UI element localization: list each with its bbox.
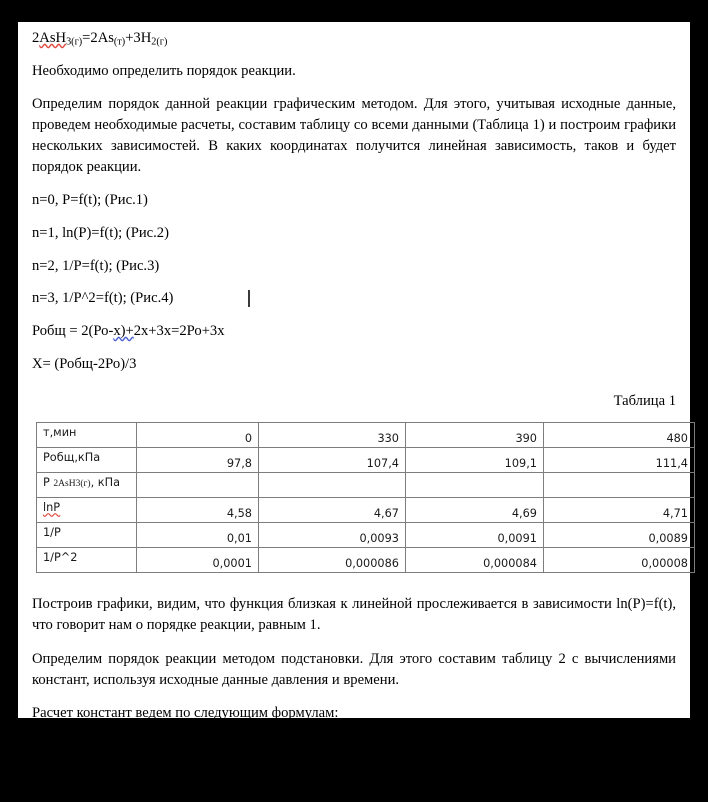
cell-lnp-1: 4,67 <box>259 498 406 523</box>
data-table-body <box>37 423 695 573</box>
cell-time-1: 330 <box>259 423 406 448</box>
cell-time-2: 390 <box>406 423 544 448</box>
row-label-pash3-tail: , кПа <box>90 476 120 490</box>
chemical-equation-line[interactable] <box>32 28 676 49</box>
constant-formula-n1-before: n=1, k=1/t(ln(p <box>32 771 122 788</box>
cell-invp-0: 0,01 <box>137 523 259 548</box>
order-line-n3[interactable] <box>32 288 676 309</box>
cell-pash3-2 <box>406 473 544 498</box>
row-label-lnp <box>37 498 137 523</box>
order-line-n0[interactable]: n=0, P=f(t); (Рис.1) <box>32 192 148 209</box>
order-line-n1[interactable]: n=1, ln(P)=f(t); (Рис.2) <box>32 224 169 241</box>
row-label-ptotal: Робщ,кПа <box>37 448 137 473</box>
pressure-formula-misspelled: x)+ <box>113 323 134 340</box>
constant-formula-n1[interactable] <box>32 770 676 791</box>
cell-invp2-1: 0,000086 <box>259 548 406 573</box>
row-label-lnp-text: lnP <box>43 501 61 515</box>
eq-mid-2: +3H <box>125 30 152 46</box>
row-label-pash3-head: P <box>43 476 54 490</box>
table-caption: Таблица 1 <box>613 393 676 410</box>
constant-formula-n1-sub: 0 <box>121 778 127 790</box>
cell-invp2-2: 0,000084 <box>406 548 544 573</box>
constant-formula-n0-before: n=0, k=1/t(p <box>32 738 106 755</box>
cell-time-3: 480 <box>544 423 695 448</box>
row-label-pash3 <box>37 473 137 498</box>
eq-sub-1: 3(г) <box>66 36 83 48</box>
x-formula[interactable]: X= (Робщ-2Ро)/3 <box>32 355 137 372</box>
constant-formula-n0-after: -p); <box>110 738 132 755</box>
cell-pash3-3 <box>544 473 695 498</box>
pressure-formula-after: 2x+3x=2Ро+3x <box>133 323 225 340</box>
paragraph-formulas-intro[interactable]: Расчет констант ведем по следующим формулам: <box>32 705 339 722</box>
paragraph-requirement[interactable]: Необходимо определить порядок реакции. <box>32 62 296 79</box>
row-label-invp: 1/P <box>37 523 137 548</box>
cell-invp-3: 0,0089 <box>544 523 695 548</box>
data-table <box>36 422 695 573</box>
cell-invp2-3: 0,00008 <box>544 548 695 573</box>
cell-invp-2: 0,0091 <box>406 523 544 548</box>
order-line-n2[interactable]: n=2, 1/P=f(t); (Рис.3) <box>32 257 160 274</box>
constant-formula-n0[interactable] <box>32 737 676 758</box>
eq-misspelled-ash: AsH <box>39 30 67 46</box>
row-label-invp2: 1/P^2 <box>37 548 137 573</box>
constant-formula-n1-after: )-ln(p)); <box>126 771 174 788</box>
cell-ptotal-0: 97,8 <box>137 448 259 473</box>
table-row[interactable] <box>37 473 695 498</box>
paragraph-conclusion-graph[interactable]: Построив графики, видим, что функция близкая к линейной прослеживается в зависимости ln(P)=f(t), что говорит нам о порядке реакции, равным 1. <box>32 596 676 634</box>
eq-prefix: 2 <box>32 30 40 46</box>
table-row[interactable] <box>37 523 695 548</box>
cell-ptotal-3: 111,4 <box>544 448 695 473</box>
table-row[interactable] <box>37 448 695 473</box>
constant-formula-n0-sub: 0 <box>105 745 111 757</box>
cell-invp2-0: 0,0001 <box>137 548 259 573</box>
row-label-time: т,мин <box>37 423 137 448</box>
cell-lnp-0: 4,58 <box>137 498 259 523</box>
order-line-n3-text: n=3, 1/P^2=f(t); (Рис.4) <box>32 290 174 307</box>
document-page <box>18 22 690 790</box>
pressure-formula-before: Робщ = 2(Ро- <box>32 323 114 340</box>
cell-pash3-0 <box>137 473 259 498</box>
document-content <box>32 28 688 802</box>
table-row[interactable] <box>37 548 695 573</box>
paragraph-method-description[interactable]: Определим порядок данной реакции графическим методом. Для этого, учитывая исходные данные, проведем необходимые расчеты, составим таблицу со всеми данными (Таблица 1) и построим графики нескольких зависимостей. В каких координатах получится линейная зависимость, таков и будет порядок реакции. <box>32 96 676 175</box>
eq-sub-3: 2(г) <box>151 36 168 48</box>
cell-pash3-1 <box>259 473 406 498</box>
eq-sub-2: (т) <box>113 36 126 48</box>
cell-lnp-2: 4,69 <box>406 498 544 523</box>
cell-ptotal-1: 107,4 <box>259 448 406 473</box>
eq-mid-1: =2As <box>82 30 114 46</box>
row-label-pash3-formula: 2AsH3(г) <box>53 479 91 490</box>
text-cursor <box>248 290 250 307</box>
cell-ptotal-2: 109,1 <box>406 448 544 473</box>
table-row[interactable] <box>37 498 695 523</box>
cell-lnp-3: 4,71 <box>544 498 695 523</box>
paragraph-substitution-method[interactable]: Определим порядок реакции методом подстановки. Для этого составим таблицу 2 с вычислениями констант, используя исходные данные давления и времени. <box>32 650 676 688</box>
pressure-total-formula[interactable] <box>32 321 676 342</box>
cell-time-0: 0 <box>137 423 259 448</box>
cell-invp-1: 0,0093 <box>259 523 406 548</box>
table-row[interactable] <box>37 423 695 448</box>
